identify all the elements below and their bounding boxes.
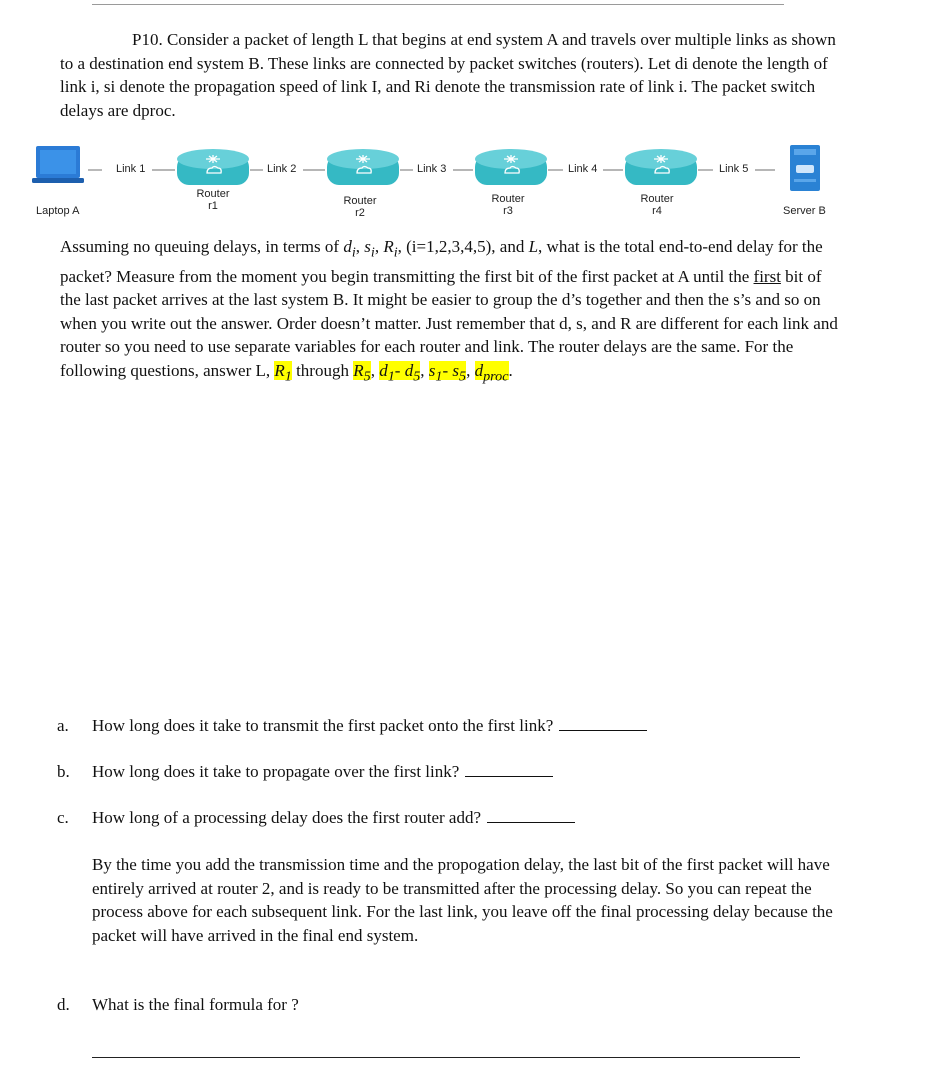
top-rule (92, 4, 784, 5)
answer-d-line[interactable] (92, 1057, 800, 1058)
var-d: $d_1-$ $d_5$ (379, 360, 421, 385)
server-label: Server B (783, 205, 826, 217)
question-d: d. What is the final formula for ? (57, 995, 299, 1014)
answer-a-blank[interactable] (559, 716, 647, 731)
question-c: c. How long of a processing delay does the first router add? (57, 806, 857, 830)
problem-intro-text: Consider a packet of length L that begins at end system A and travels over multiple links as shown to a destination end system B. These links are connected by packet switches (routers). Let di denote the length of link i, si denote the propagation speed of link I, and Ri denote the transmission rate of link i. The packet switch delays are dproc. (60, 30, 836, 120)
router-r2-label: Router r2 (343, 195, 377, 219)
router-r3-label: Router r3 (491, 193, 525, 217)
answer-b-blank[interactable] (465, 762, 553, 777)
router-r1-label: Router r1 (196, 188, 230, 212)
link-2-label: Link 2 (267, 163, 297, 175)
question-a: a. How long does it take to transmit the first packet onto the first link? (57, 714, 857, 738)
router-r1-icon (177, 149, 249, 185)
router-r2-icon (327, 149, 399, 185)
network-diagram (30, 138, 840, 233)
problem-number: P10. (132, 30, 163, 49)
link-3-label: Link 3 (417, 163, 447, 175)
assumption-paragraph: Assuming no queuing delays, in terms of $d_i$, $s_i$, $R_i$, (i=1,2,3,4,5), and L, what is the total end-to-end delay for the packet? Measure from the moment you begin transmitting the first bit of the first packet at A until the first bit of the last packet arrives at the last system B. It might be easier to group the d’s together and then the s’s and so on when you write out the answer. Order doesn’t matter. Just remember that d, s, and R are different for each link and router so you need to use separate variables for each router and link. The router delays are the same. For the following questions, answer L, $R_1$ through $R_5$, $d_1-$ $d_5$, $s_1-$ $s_5$, $d_{proc}$. (60, 237, 838, 385)
var-s: $s_1-$ $s_5$ (428, 360, 467, 385)
var-r1: $R_1$ (274, 360, 292, 385)
router-r4-label: Router r4 (640, 193, 674, 217)
link-1-label: Link 1 (116, 163, 146, 175)
problem-intro (60, 28, 840, 122)
var-r5: $R_5$ (353, 360, 371, 385)
link-5-label: Link 5 (719, 163, 749, 175)
first-underlined: first (753, 266, 781, 286)
explanation-paragraph: By the time you add the transmission time and the propogation delay, the last bit of the first packet will have entirely arrived at router 2, and is ready to be transmitted after the processing delay. So you can repeat the process above for each subsequent link. For the last link, you leave off the final processing delay because the packet will have arrived in the final end system. (92, 855, 833, 945)
router-r3-icon (475, 149, 547, 185)
link-4-label: Link 4 (568, 163, 598, 175)
network-diagram-graphic (30, 138, 840, 233)
var-dproc: $d_{proc}$ (474, 360, 509, 385)
question-b: b. How long does it take to propagate over the first link? (57, 760, 857, 784)
laptop-label: Laptop A (36, 205, 80, 217)
laptop-icon (32, 146, 84, 183)
router-r4-icon (625, 149, 697, 185)
server-icon (790, 145, 820, 191)
answer-c-blank[interactable] (487, 808, 575, 823)
